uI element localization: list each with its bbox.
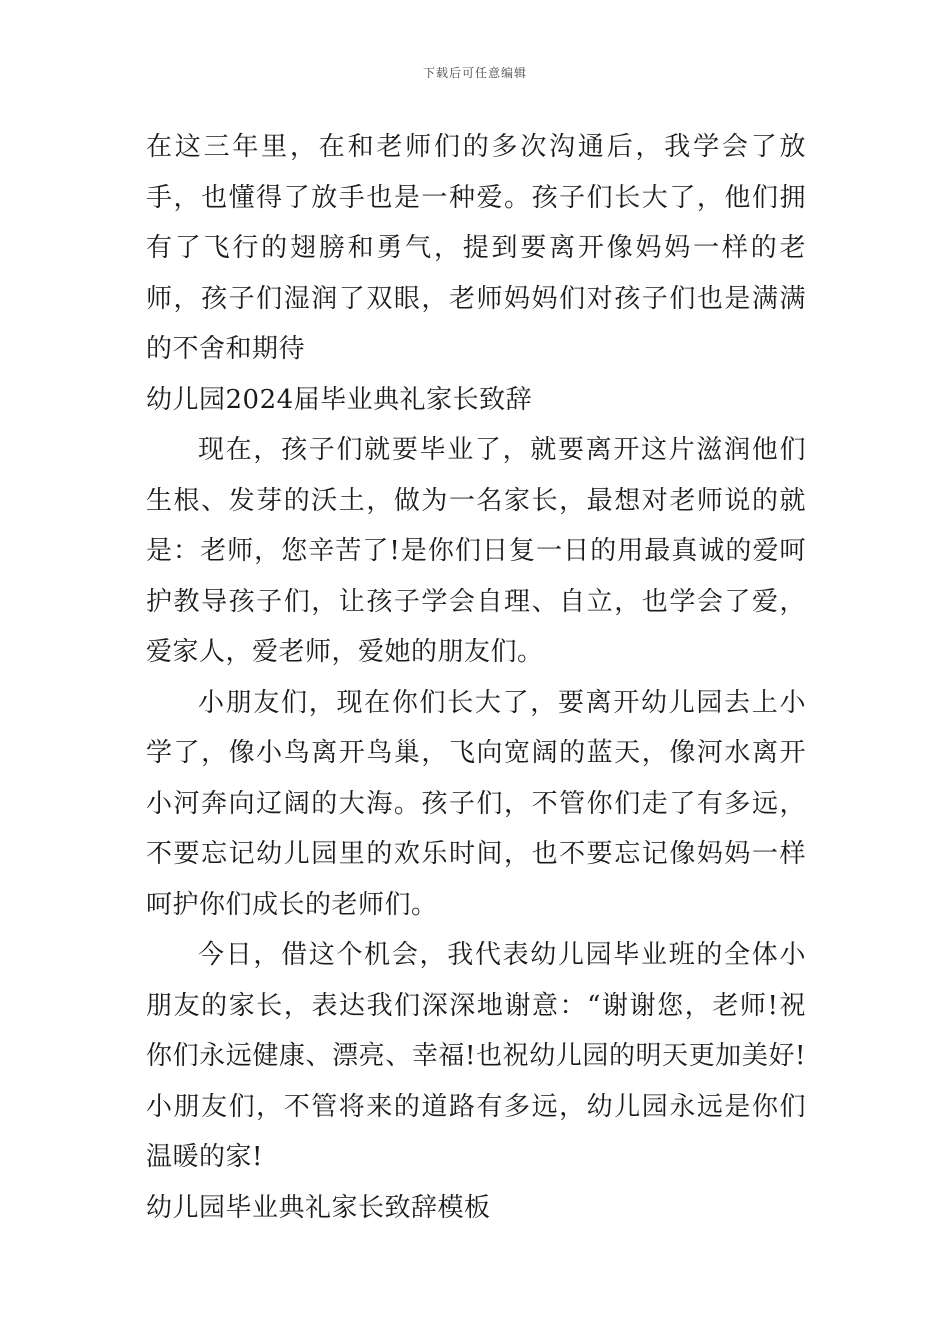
- section-title: 幼儿园2024届毕业典礼家长致辞: [146, 384, 533, 415]
- body-paragraph: 今日，借这个机会，我代表幼儿园毕业班的全体小朋友的家长，表达我们深深地谢意：“谢谢您，老师!祝你们永远健康、漂亮、幸福!也祝幼儿园的明天更加美好!小朋友们，不管将来的道路有多远，幼儿园永远是你们温暖的家!: [146, 940, 806, 1172]
- header-note: 下载后可任意编辑: [422, 66, 527, 80]
- body-paragraph: 小朋友们，现在你们长大了，要离开幼儿园去上小学了，像小鸟离开鸟巢，飞向宽阔的蓝天，像河水离开小河奔向辽阔的大海。孩子们，不管你们走了有多远，不要忘记幼儿园里的欢乐时间，也不要忘记像妈妈一样呵护你们成长的老师们。: [146, 687, 806, 920]
- body-paragraph: 现在，孩子们就要毕业了，就要离开这片滋润他们生根、发芽的沃土，做为一名家长，最想对老师说的就是：老师，您辛苦了!是你们日复一日的用最真诚的爱呵护教导孩子们，让孩子学会自理、自立，也学会了爱，爱家人，爱老师，爱她的朋友们。: [146, 435, 806, 667]
- document-body: [146, 122, 806, 1233]
- intro-paragraph: 在这三年里，在和老师们的多次沟通后，我学会了放手，也懂得了放手也是一种爱。孩子们长大了，他们拥有了飞行的翅膀和勇气，提到要离开像妈妈一样的老师，孩子们湿润了双眼，老师妈妈们对孩子们也是满满的不舍和期待: [146, 132, 806, 364]
- section-title: 幼儿园毕业典礼家长致辞模板: [146, 1192, 491, 1223]
